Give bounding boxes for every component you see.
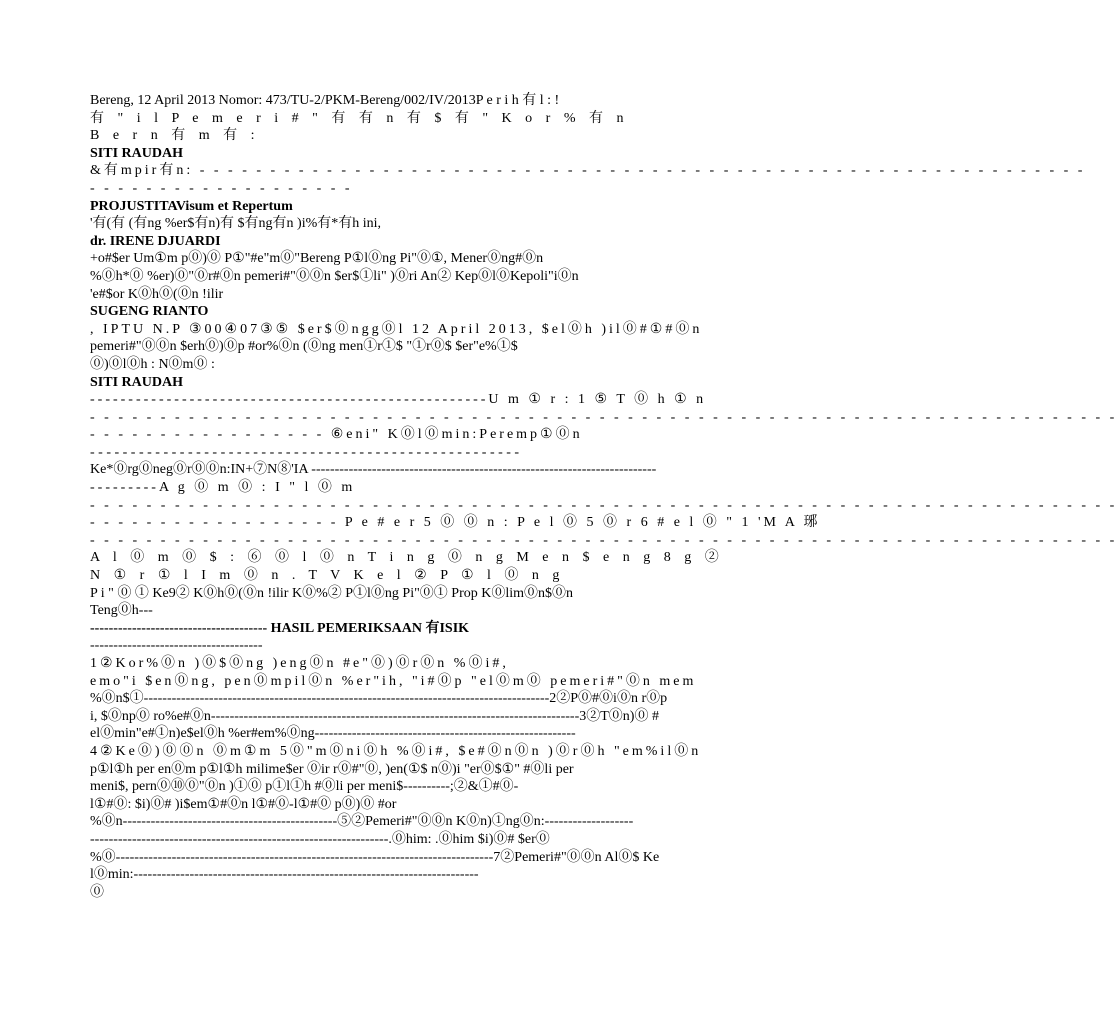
document-line: - - - - - - - - - - - - - - - - - ⑥eni" K⓪l⓪min:Peremp①⓪n [90, 427, 583, 443]
document-line: %⓪h*⓪ %er)⓪"⓪r#⓪n pemeri#"⓪⓪n $er$①li" )⓪ri An② Kep⓪l⓪Kepoli"i⓪n [90, 268, 579, 284]
document-line: emo"i $en⓪ng, pen⓪mpil⓪n %er"ih, "i#⓪p "el⓪m⓪ pemeri#"⓪n mem [90, 673, 697, 689]
document-line: el⓪min"e#①n)e$el⓪h %er#em%⓪ng-------------------------------------------------------- [90, 726, 576, 742]
document-line: pemeri#"⓪⓪n $erh⓪)⓪p #or%⓪n (⓪ng men①r①$ "①r⓪$ $er"e%①$ [90, 339, 518, 355]
document-line: %⓪n$①---------------------------------------------------------------------------------------2②P⓪#⓪i⓪n r⓪p [90, 691, 668, 707]
document-line: ⓪)⓪l⓪h : N⓪m⓪ : [90, 356, 215, 372]
document-line: - - - - - - - - - - - - - - - - - - - - - - - - - - - - - - - - - - - - - - - - - - - - - - - - - - - - - - - - - - - - - - - - - - - - - - - - - [90, 497, 1117, 513]
document-line: - - - - - - - - - - - - - - - - - - P e # e r 5 ⓪ ⓪ n : P e l ⓪ 5 ⓪ r 6 # e l ⓪ " 1 'M A 琊 [90, 515, 821, 531]
document-line: Bereng, 12 April 2013 Nomor: 473/TU-2/PKM-Bereng/002/IV/2013P e r i h 有 l : ! [90, 93, 560, 108]
document-line: A l ⓪ m ⓪ $ : ⑥ ⓪ l ⓪ n T i n g ⓪ n g M e n $ e n g 8 g ② [90, 550, 724, 566]
document-line: - - - - - - - - - - - - - - - - - - - - - - - - - - - - - - - - - - - - - - - - - - - - - - - - - - - - - - - - - - - - - - - - - - - - - - - - - [90, 532, 1117, 548]
document-line: Teng⓪h--- [90, 603, 153, 619]
document-line: SITI RAUDAH [90, 374, 183, 390]
document-line: l⓪min:-------------------------------------------------------------------------- [90, 867, 479, 883]
document-line: %⓪---------------------------------------------------------------------------------7②Pemeri#"⓪⓪n Al⓪$ Ke [90, 849, 660, 865]
document-line: B e r n 有 m 有 : [90, 128, 260, 144]
document-line: ----------------------------------------------------------------.⓪him: .⓪him $i)⓪# $er⓪ [90, 831, 550, 847]
document-line: SITI RAUDAH [90, 145, 183, 161]
document-line: +o#$er Um①m p⓪)⓪ P①"#e"m⓪"Bereng P①l⓪ng Pi"⓪①, Mener⓪ng#⓪n [90, 251, 544, 267]
document-line: p①l①h per en⓪m p①l①h milime$er ⓪ir r⓪#"⓪, )en(①$ n⓪)i "er⓪$①" #⓪li per [90, 761, 574, 777]
document-line: ------------------------------------- [90, 638, 263, 654]
document-line: Ke*⓪rg⓪neg⓪r⓪⓪n:IN+⑦N⑧'IA -------------------------------------------------------------------------- [90, 462, 657, 478]
document-line: i, $⓪np⓪ ro%e#⓪n-------------------------------------------------------------------------------3②T⓪n)⓪ # [90, 708, 659, 724]
document-line: meni$, pern⓪⑩⓪"⓪n )①⓪ p①l①h #⓪li per meni$----------;②&①#⓪- [90, 779, 519, 795]
document-page [90, 92, 1117, 901]
document-line: -------------------------------------- HASIL PEMERIKSAAN 有ISIK [90, 620, 470, 636]
document-line: - - - - - - - - - - - - - - - - - - - - - - - - - - - - - - - - - - - - - - - - - - - - - - - - - - - - - [90, 444, 520, 460]
document-line: dr. IRENE DJUARDI [90, 233, 221, 249]
document-line: PROJUSTITAVisum et Repertum [90, 198, 293, 214]
document-line: 1②Kor%⓪n )⓪$⓪ng )eng⓪n #e"⓪)⓪r⓪n %⓪i#, [90, 656, 509, 671]
document-line: %⓪n----------------------------------------------⑤②Pemeri#"⓪⓪n K⓪n)①ng⓪n:------------------- [90, 814, 634, 830]
document-line: &有mpir有n: - - - - - - - - - - - - - - - - - - - - - - - - - - - - - - - - - - - - - - - - - - - - - - - - - - - - - - - - - - - - - - - [90, 163, 1086, 179]
document-line: ⓪ [90, 884, 104, 900]
document-line: 'e#$or K⓪h⓪(⓪n !ilir [90, 286, 224, 302]
document-line: P i " ⓪ ① Ke9② K⓪h⓪(⓪n !ilir K⓪%② P①l⓪ng Pi"⓪① Prop K⓪lim⓪n$⓪n [90, 585, 574, 601]
document-line: - - - - - - - - - - - - - - - - - - - [90, 180, 353, 196]
document-line: ---------A g ⓪ m ⓪ : I " l ⓪ m [90, 480, 356, 496]
document-line: ----------------------------------------------------U m ① r : 1 ⑤ T ⓪ h ① n [90, 392, 707, 408]
document-line: '有(有 (有ng %er$有n)有 $有ng有n )i%有*有h ini, [90, 216, 382, 232]
document-line: 有 " i l P e m e r i # " 有 有 n 有 $ 有 " K o r % 有 n [90, 110, 629, 126]
document-line: l①#⓪: $i)⓪# )i$em①#⓪n l①#⓪-l①#⓪ p⓪)⓪ #or [90, 796, 397, 812]
document-line: , IPTU N.P ③00④07③⑤ $er$⓪ngg⓪l 12 April 2013, $el⓪h )il⓪#①#⓪n [90, 321, 703, 337]
document-line: 4②Ke⓪)⓪⓪n ⓪m①m 5⓪"m⓪ni⓪h %⓪i#, $e#⓪n⓪n )⓪r⓪h "em%il⓪n [90, 743, 702, 759]
document-line: - - - - - - - - - - - - - - - - - - - - - - - - - - - - - - - - - - - - - - - - - - - - - - - - - - - - - - - - - - - - - - - - - - - - - - - - - [90, 409, 1117, 425]
document-line: SUGENG RIANTO [90, 304, 209, 320]
document-line: N ① r ① l I m ⓪ n . T V K e l ② P ① l ⓪ n g [90, 568, 565, 584]
